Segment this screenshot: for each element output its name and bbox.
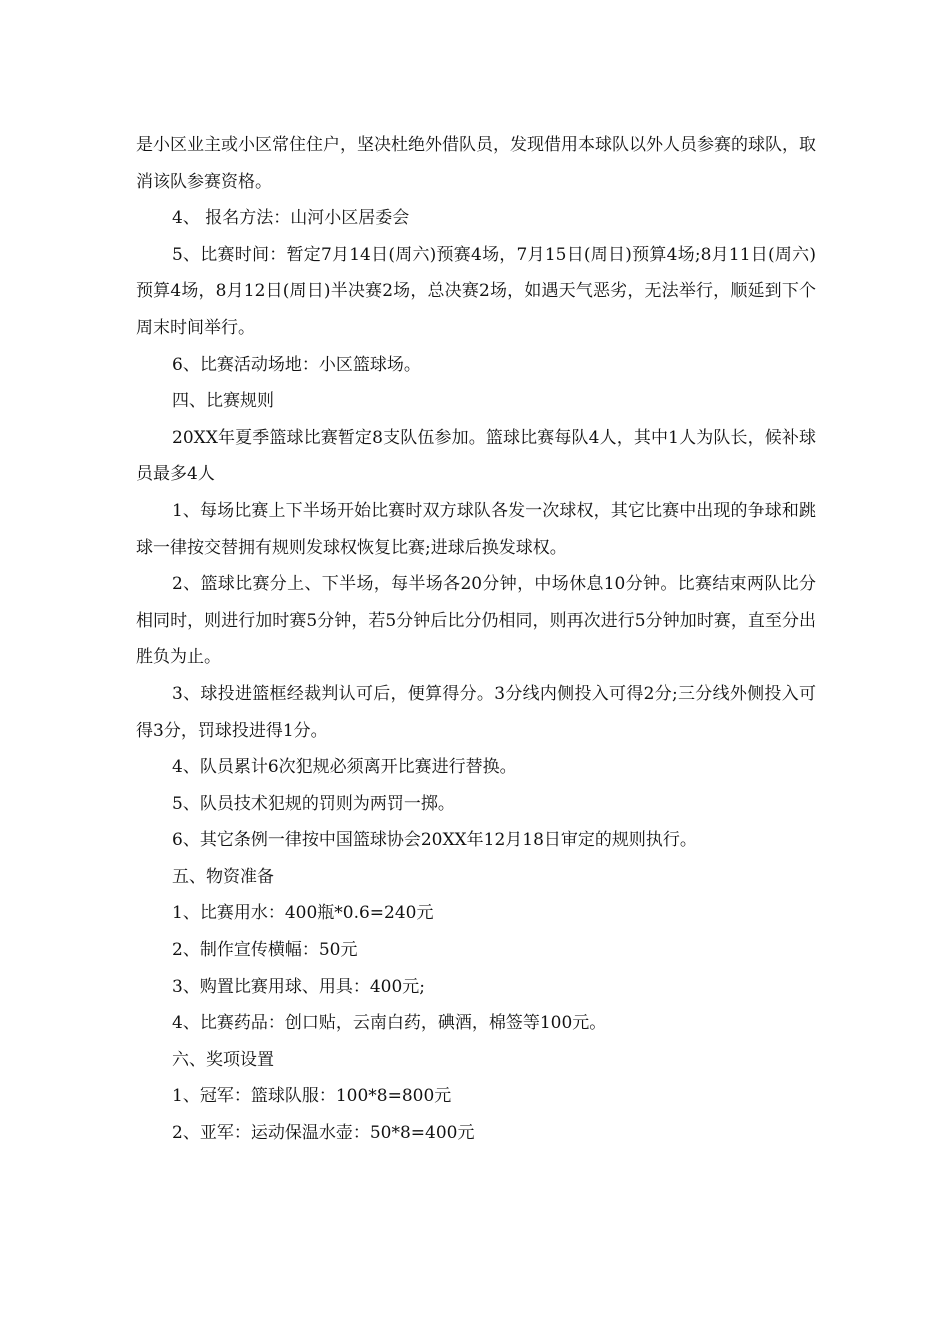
paragraph-14: 1、比赛用水：400瓶*0.6=240元 (172, 903, 434, 924)
paragraph-6: 20XX年夏季篮球比赛暂定8支队伍参加。篮球比赛每队4人，其中1人为队长，候补球员最多4人 (136, 427, 816, 485)
paragraph-1: 是小区业主或小区常住住户，坚决杜绝外借队员，发现借用本球队以外人员参赛的球队，取消该队参赛资格。 (136, 135, 816, 192)
paragraph-9: 3、球投进篮框经裁判认可后，便算得分。3分线内侧投入可得2分;三分线外侧投入可得3分，罚球投进得1分。 (136, 683, 816, 741)
paragraph-4: 6、比赛活动场地：小区篮球场。 (172, 354, 421, 375)
paragraph-15: 2、制作宣传横幅：50元 (172, 940, 358, 961)
paragraph-12: 6、其它条例一律按中国篮球协会20XX年12月18日审定的规则执行。 (172, 830, 697, 851)
section-heading-awards: 六、奖项设置 (172, 1049, 274, 1070)
section-heading-supplies: 五、物资准备 (172, 866, 274, 887)
paragraph-17: 4、比赛药品：创口贴，云南白药，碘酒，棉签等100元。 (172, 1013, 607, 1034)
paragraph-7: 1、每场比赛上下半场开始比赛时双方球队各发一次球权，其它比赛中出现的争球和跳球一律按交替拥有规则发球权恢复比赛;进球后换发球权。 (136, 500, 816, 558)
paragraph-19: 1、冠军：篮球队服：100*8=800元 (172, 1086, 452, 1107)
paragraph-3: 5、比赛时间：暂定7月14日(周六)预赛4场，7月15日(周日)预算4场;8月11日(周六)预算4场，8月12日(周日)半决赛2场，总决赛2场，如遇天气恶劣，无法举行，顺延到下个周末时间举行。 (136, 244, 816, 338)
paragraph-16: 3、购置比赛用球、用具：400元; (172, 976, 425, 997)
paragraph-11: 5、队员技术犯规的罚则为两罚一掷。 (172, 793, 455, 814)
document-body (136, 127, 816, 1152)
paragraph-20: 2、亚军：运动保温水壶：50*8=400元 (172, 1123, 475, 1144)
paragraph-10: 4、队员累计6次犯规必须离开比赛进行替换。 (172, 757, 517, 778)
paragraph-2: 4、 报名方法：山河小区居委会 (172, 208, 410, 229)
paragraph-8: 2、篮球比赛分上、下半场，每半场各20分钟，中场休息10分钟。比赛结束两队比分相同时，则进行加时赛5分钟，若5分钟后比分仍相同，则再次进行5分钟加时赛，直至分出胜负为止。 (136, 574, 816, 668)
section-heading-rules: 四、比赛规则 (172, 391, 274, 412)
